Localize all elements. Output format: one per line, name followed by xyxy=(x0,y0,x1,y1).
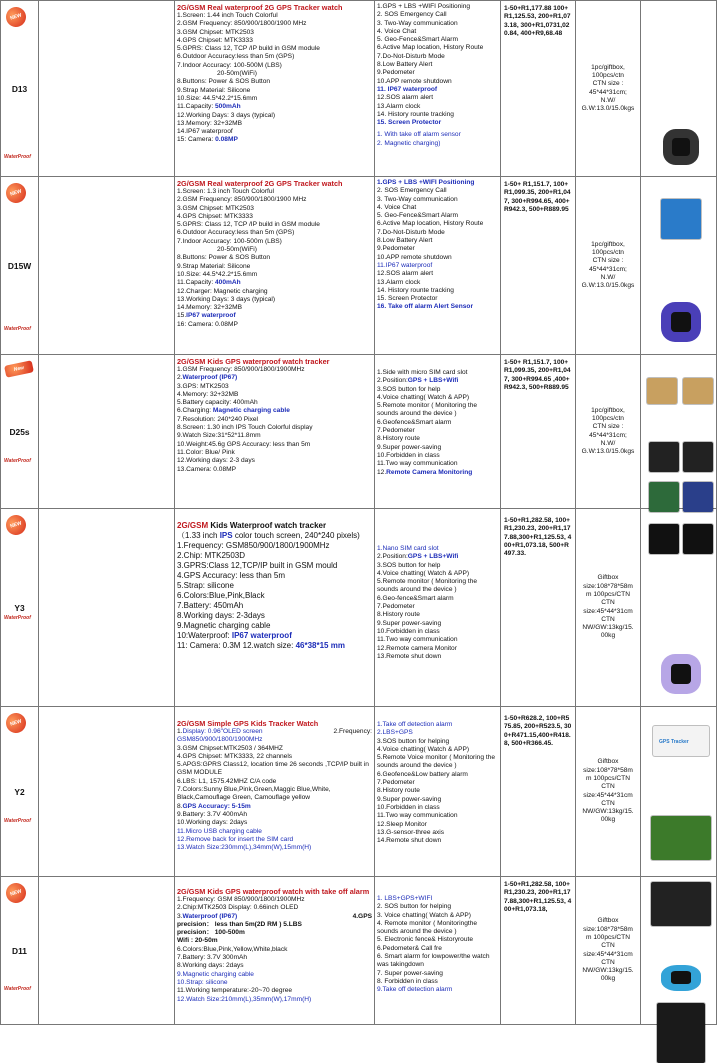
watch-photo xyxy=(661,965,701,991)
model-name: D11 xyxy=(12,945,27,956)
spec-cell: 2G/GSM Real waterproof 2G GPS Tracker watch 1.Screen: 1.44 inch Touch Colorful 2.GSM Frequency: 850/900/1800/1900 MHz 3.GSM Chipset: MTK2503 4.GPS Chipset: MTK3333 5.GPRS: Class 12, TCP /IP build in GSM module 6.Outdoor Accuracy:less than 5m (GPS) 7.Indoor Accuracy: 100-500M (LBS) 20-50m(WiFi) 8.Buttons: Power & SOS Button 9.Strap Material: Silicone 10.Size: 44.5*42.2*15.6mm 11.Capacity: 500mAh 12.Working Days: 3 days (typical) 13.Memory: 32+32MB 14.IP67 waterproof 15: Camera: 0.08MP xyxy=(175,1,375,177)
function-cell: 1. LBS+GPS+WIFI 2. SOS button for helping 3. Voice chatting( Watch & APP) 4. Remote monitor ( Monitoringthe sounds around the device ) 5. Electronic fence& Historyroute 6.Pedometer& Call fre 6. Smart alarm for lowpower/the watch was takingdown 7. Super power-saving 8. Forbidden in class 9.Take off detection alarm xyxy=(375,877,501,1025)
model-cell xyxy=(1,177,39,355)
spec-title: 2G/GSM Real waterproof 2G GPS Tracker watch xyxy=(177,179,343,188)
new-badge: NEW xyxy=(3,512,28,537)
watch-photo xyxy=(649,442,679,472)
packing-cell: Giftbox size:108*78*58m m 100pcs/CTN CTN size:45*44*31cm CTN NW/GW:13kg/15. 00kg xyxy=(576,509,641,707)
spec-title: 2G/GSM Kids Waterproof watch tracker xyxy=(177,521,327,530)
new-badge: NEW xyxy=(3,880,28,905)
model-name: Y2 xyxy=(14,786,25,797)
price-cell: 1-50+R1,282.58, 100+R1,230.23, 200+R1,177.88,300+R1,125.53, 400+R1,073.18, xyxy=(501,877,576,1025)
product-picture-cell xyxy=(39,355,175,509)
waterproof-logo: WaterProof xyxy=(4,326,31,332)
spec-title: 2G/GSM Kids GPS waterproof watch with take off alarm xyxy=(177,887,370,896)
packing-cell: 1pc/giftbox, 100pcs/ctn CTN size : 45*44*31cm; N.W/ G.W:13.0/15.0kgs xyxy=(576,177,641,355)
table-row xyxy=(1,509,717,707)
waterproof-logo: WaterProof xyxy=(4,458,31,464)
product-picture-cell xyxy=(39,707,175,877)
giftbox-photo xyxy=(651,882,711,926)
new-badge: NEW xyxy=(3,180,28,205)
spec-title: 2G/GSM Kids GPS waterproof watch tracker xyxy=(177,357,330,366)
spec-cell: 2G/GSM Real waterproof 2G GPS Tracker watch 1.Screen: 1.3 inch Touch Colorful 2.GSM Frequency: 850/900/1800/1900 MHz 3.GSM Chipset: MTK2503 4.GPS Chipset: MTK3333 5.GPRS: Class 12, TCP /IP build in GSM module 6.Outdoor Accuracy:less than 5m (GPS) 7.Indoor Accuracy: 100-500m (LBS) 20-50m(WiFi) 8.Buttons: Power & SOS Button 9.Strap Material: Silicone 10.Size: 44.5*42.2*15.6mm 11.Capacity: 400mAh 12.Charger: Magnetic charging 13.Working Days: 3 days (typical) 14.Memory: 32+32MB 15.IP67 waterproof 16: Camera: 0.08MP xyxy=(175,177,375,355)
giftbox-photo xyxy=(661,199,701,239)
price-cell: 1-50+R1,282.58, 100+R1,230.23, 200+R1,177.88,300+R1,125.53, 400+R1,073.18, 500+R497.33. xyxy=(501,509,576,707)
model-name: D25s xyxy=(9,426,30,437)
waterproof-logo: WaterProof xyxy=(4,615,31,621)
model-name: D13 xyxy=(11,83,28,94)
table-row xyxy=(1,707,717,877)
packing-cell: 1pc/giftbox, 100pcs/ctn CTN size : 45*44*31cm; N.W/ G.W:13.0/15.0kgs xyxy=(576,1,641,177)
price-cell: 1-50+R628.2, 100+R575.85, 200+R523.5, 300+R471.15,400+R418.8, 500+R366.45. xyxy=(501,707,576,877)
table-row xyxy=(1,877,717,1025)
function-cell: 1.Nano SIM card slot 2.Position:GPS + LBS+Wifi 3.SOS button for help 4.Voice chatting( Watch & APP) 5.Remote monitor ( Monitoring the sounds around the device ) 6.Geo-fence&Smart alarm 7.Pedometer 8.History route 9.Super power-saving 10.Forbidden in class 11.Two way communication 12.Remote camera Monitor 13.Remote shut down xyxy=(375,509,501,707)
model-cell xyxy=(1,355,39,509)
packing-cell: Giftbox size:108*78*58m m 100pcs/CTN CTN size:45*44*31cm CTN NW/GW:13kg/15. 00kg xyxy=(576,877,641,1025)
new-badge: NEW xyxy=(3,4,28,29)
watch-photo xyxy=(683,524,713,554)
table-row xyxy=(1,177,717,355)
giftbox-photo xyxy=(657,1003,705,1063)
watch-photo xyxy=(683,482,713,512)
table-row xyxy=(1,1,717,177)
model-cell xyxy=(1,707,39,877)
price-cell: 1-50+R1,177.88 100+R1,125.53, 200+R1,073.18, 300+R1,0731,020.84, 400+R9,68.48 xyxy=(501,1,576,177)
spec-title: 2G/GSM Simple GPS Kids Tracker Watch xyxy=(177,719,319,728)
giftbox-label: GPS Tracker xyxy=(659,738,689,745)
waterproof-logo: WaterProof xyxy=(4,818,31,824)
waterproof-logo: WaterProof xyxy=(4,986,31,992)
price-cell: 1-50+ R1,151.7, 100+R1,099.35, 200+R1,047, 300+R994.65 ,400+R942.3, 500+R889.95 xyxy=(501,355,576,509)
product-picture-cell xyxy=(39,509,175,707)
spec-cell: 2G/GSM Kids Waterproof watch tracker （1.33 inch IPS color touch screen, 240*240 pixels) 1.Frequency: GSM850/900/1800/1900MHz 2.Chip: MTK2503D 3.GPRS:Class 12,TCP/IP built in GSM mould 4.GPS Accuracy: less than 5m 5.Strap: silicone 6.Colors:Blue,Pink,Black 7.Battery: 450mAh 8.Working days: 2-3days 9.Magnetic charging cable 10:Waterproof: IP67 waterproof 11: Camera: 0.3M 12.watch size: 46*38*15 mm xyxy=(175,509,375,707)
product-picture-cell xyxy=(39,1,175,177)
spec-cell: 2G/GSM Simple GPS Kids Tracker Watch 1.Display: 0.96"OLED screen 2.Frequency: GSM850/900/1800/1900MHz 3.GSM Chipset:MTK2503 / 364MHZ 4.GPS Chipset: MTK3333, 22 channels 5.APGS:GPRS Class12, location time 26 seconds ,TCP/IP built in GSM MODULE 6.LBS: L1, 1575.42MHZ C/A code 7.Colors:Sunny Blue,Pink,Green,Maggic Blue,White, Black,Camouflage Green, Camouflage yellow 8.GPS Accuracy: 5-15m 9.Battery: 3.7V 400mAh 10.Working days: 2days 11.Micro USB charging cable 12.Remove back for insert the SIM card 13.Watch Size:230mm(L),34mm(W),15mm(H) xyxy=(175,707,375,877)
packing-cell: Giftbox size:108*78*58m m 100pcs/CTN CTN size:45*44*31cm CTN NW/GW:13kg/15. 00kg xyxy=(576,707,641,877)
giftbox-photo xyxy=(651,816,711,860)
function-cell: 1.GPS + LBS +WIFI Positioning 2. SOS Emergency Call 3. Two-Way communication 4. Voice Chat 5. Geo-Fence&Smart Alarm 6.Active Map location, History Route 7.Do-Not-Disturb Mode 8.Low Battery Alert 9.Pedometer 10.APP remote shutdown 11.IP67 waterproof 12.SOS alarm alert 13.Alarm clock 14. History rounte tracking 15. Screen Protector 16. Take off alarm Alert Sensor xyxy=(375,177,501,355)
watch-photo xyxy=(683,442,713,472)
new-badge: New xyxy=(4,360,34,378)
model-cell xyxy=(1,877,39,1025)
watch-photo xyxy=(649,482,679,512)
spec-cell: 2G/GSM Kids GPS waterproof watch with take off alarm 1.Frequency: GSM 850/900/1800/1900MHz 2.Chip:MTK2503 Display: 0.66inch OLED 3.Waterproof (IP67) 4.GPS precision： less than 5m(2D RM ) 5.LBS precision： 100-500m Wifi : 20-50m 6.Colors:Blue,Pink,Yellow,White,black 7.Battery: 3.7V 300mAh 8.Working days: 2days 9.Magnetic charging cable 10.Strap: silicone 11.Working temperature:-20~70 degree 12.Watch Size:210mm(L),35mm(W),17mm(H) xyxy=(175,877,375,1025)
model-cell xyxy=(1,1,39,177)
waterproof-logo: WaterProof xyxy=(4,154,31,160)
packing-cell: 1pc/giftbox, 100pcs/ctn CTN size : 45*44*31cm; N.W/ G.W:13.0/15.0kgs xyxy=(576,355,641,509)
watch-photo xyxy=(663,129,699,165)
photo-cell xyxy=(641,1,717,177)
product-picture-cell xyxy=(39,877,175,1025)
function-cell: 1.Take off detection alarm 2.LBS+GPS 3.SOS button for helping 4.Voice chatting( Watch & APP) 5.Remote Voice monitor ( Monitoring the sounds around the device ) 6.Geofence&Low battery alarm 7.Pedometer 8.History route 9.Super power-saving 10.Forbidden in class 11.Two way communication 12.Sleep Monitor 13.G-sensor-three axis 14.Remote shut down xyxy=(375,707,501,877)
spec-title: 2G/GSM Real waterproof 2G GPS Tracker watch xyxy=(177,3,343,12)
watch-photo xyxy=(661,654,701,694)
watch-photo xyxy=(661,302,701,342)
new-badge: NEW xyxy=(3,710,28,735)
watch-photo xyxy=(649,524,679,554)
model-name: D15W xyxy=(7,260,32,271)
model-cell xyxy=(1,509,39,707)
giftbox-photo xyxy=(683,378,713,404)
function-cell: 1.Side with micro SIM card slot 2.Position:GPS + LBS+Wifi 3.SOS button for help 4.Voice chatting( Watch & APP) 5.Remote monitor ( Monitoring the sounds around the device ) 6.Geofence&Smart alarm 7.Pedometer 8.History route 9.Super power-saving 10.Forbidden in class 11.Two way communication 12.Remote Camera Monitoring xyxy=(375,355,501,509)
function-cell: 1.GPS + LBS +WIFI Positioning 2. SOS Emergency Call 3. Two-Way communication 4. Voice Chat 5. Geo-Fence&Smart Alarm 6.Active Map location, History Route 7.Do-Not-Disturb Mode 8.Low Battery Alert 9.Pedometer 10.APP remote shutdown 11. IP67 waterproof 12.SOS alarm alert 13.Alarm clock 14. History rounte tracking 15. Screen Protector 1. With take off alarm sensor 2. Magnetic charging) xyxy=(375,1,501,177)
giftbox-photo xyxy=(647,378,677,404)
model-name: Y3 xyxy=(14,602,25,613)
table-row xyxy=(1,355,717,509)
product-picture-cell xyxy=(39,177,175,355)
price-cell: 1-50+ R1,151.7, 100+R1,099.35, 200+R1,047, 300+R994.65, 400+R942.3, 500+R889.95 xyxy=(501,177,576,355)
spec-cell: 2G/GSM Kids GPS waterproof watch tracker 1.GSM Frequency: 850/900/1800/1900MHz 2.Waterproof (IP67) 3.GPS: MTK2503 4.Memory: 32+32MB 5.Battery capacity: 400mAh 6.Charging: Magnetic charging cable 7.Resolution: 240*240 Pixel 8.Screen: 1.30 inch IPS Touch Colorful display 9.Watch Size:31*52*11.8mm 10.Weight:45.6g GPS Accuracy: less than 5m 11.Color: Blue/ Pink 12.Working days: 2-3 days 13.Camera: 0.08MP xyxy=(175,355,375,509)
